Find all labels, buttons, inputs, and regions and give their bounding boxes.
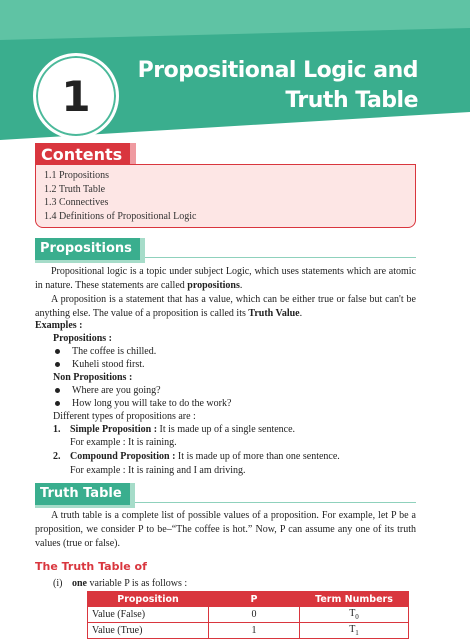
nonprop-example: How long you will take to do the work? — [72, 398, 232, 409]
table-cell: 1 — [209, 623, 300, 639]
propositions-para2: A proposition is a statement that has a value, which can be either true or false but can't be anything else. The value of a proposition is called its Truth Value. — [35, 294, 416, 319]
column-header: Proposition — [88, 592, 209, 607]
table-cell: Value (True) — [88, 623, 209, 639]
chapter-number: 1 — [33, 53, 119, 139]
chapter-title — [138, 56, 418, 116]
contents-item: 1.3 Connectives — [44, 197, 109, 208]
truth-table — [87, 591, 409, 639]
props-label: Propositions : — [53, 333, 112, 344]
table-row — [88, 623, 409, 639]
prop-example: The coffee is chilled. — [72, 346, 157, 357]
chapter-header — [0, 0, 470, 140]
table-row — [88, 607, 409, 623]
bullet-icon — [55, 362, 60, 367]
type1-example: For example : It is raining. — [70, 437, 177, 448]
section-heading-propositions: Propositions — [35, 238, 145, 263]
type2-example: For example : It is raining and I am driving. — [70, 465, 246, 476]
truth-table-subheading: The Truth Table of — [35, 560, 147, 573]
truth-table-para: A truth table is a complete list of possible values of a proposition. For example, let P be a proposition, we consider P to be–“The coffee is hot.” Now, P can assume any one of its truth values (true or false). — [35, 510, 416, 549]
chapter-title-line2: Truth Table — [285, 88, 418, 113]
contents-item: 1.4 Definitions of Propositional Logic — [44, 210, 197, 222]
truth-table-item-number: (i) — [53, 578, 63, 589]
contents-item: 1.2 Truth Table — [44, 183, 106, 195]
type1-definition: Simple Proposition : It is made up of a single sentence. — [70, 424, 296, 435]
table-header-row — [88, 592, 409, 607]
propositions-para1: Propositional logic is a topic under subject Logic, which uses statements which are atomic in nature. These statements are called propositions. — [35, 266, 416, 291]
table-cell: Value (False) — [88, 607, 209, 623]
bullet-icon — [55, 388, 60, 393]
truth-table-item: one variable P is as follows : — [72, 578, 188, 589]
bullet-icon — [55, 401, 60, 406]
column-header: P — [209, 592, 300, 607]
type1-number: 1. — [53, 424, 61, 435]
prop-example: Kuheli stood first. — [72, 359, 145, 370]
types-intro: Different types of propositions are : — [53, 411, 196, 422]
type2-number: 2. — [53, 451, 61, 462]
nonprop-example: Where are you going? — [72, 385, 161, 396]
contents-item: 1.1 Propositions — [44, 170, 110, 181]
contents-label: Contents — [35, 143, 136, 167]
table-cell: $T_1$ — [300, 623, 409, 639]
column-header: Term Numbers — [300, 592, 409, 607]
type2-definition: Compound Proposition : It is made up of more than one sentence. — [70, 451, 340, 462]
nonprops-label: Non Propositions : — [53, 372, 133, 383]
table-cell: 0 — [209, 607, 300, 623]
section-heading-truth-table: Truth Table — [35, 483, 135, 508]
bullet-icon — [55, 349, 60, 354]
contents-box — [35, 164, 416, 228]
chapter-title-line1: Propositional Logic and — [137, 58, 418, 83]
examples-label: Examples : — [35, 320, 83, 331]
table-cell: $T_0$ — [300, 607, 409, 623]
